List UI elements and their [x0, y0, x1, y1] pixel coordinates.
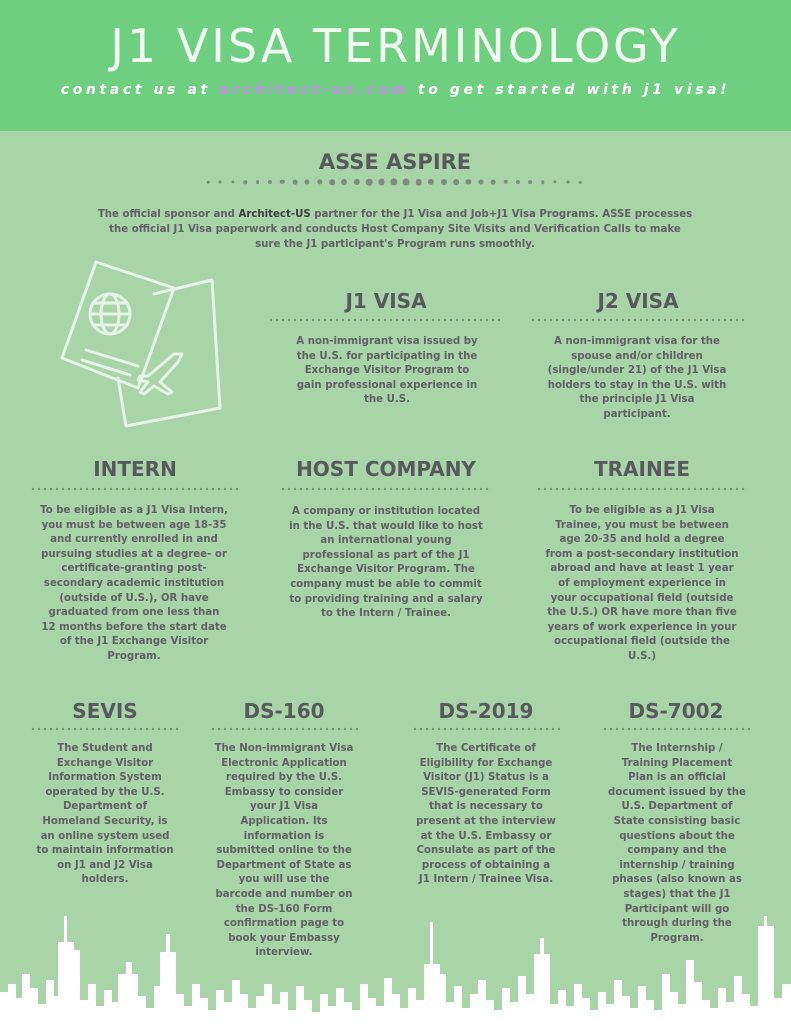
divider-dot [503, 180, 507, 184]
intern-text: To be eligible as a J1 Visa Intern, you must be between age 18-35 and currently enrolled in and pursuing studies at a degree- or certificate-granting post-secondary academic institution (outside of U.S.), OR have graduated from one less than 12 months before the start date of the J1 Exchange Visitor Program. [40, 505, 228, 662]
subtitle-suffix: to get started with j1 visa! [409, 82, 731, 98]
asse-text: The official sponsor and Architect-US partner for the J1 Visa and Job+J1 Visa Programs. ASSE processes the official J1 Visa paperwork and conducts Host Company Site Visits and Verification Calls to make sure the J1 participant's Program runs smoothly. [97, 209, 693, 250]
divider-dot [528, 180, 532, 184]
divider-dot [366, 179, 373, 186]
j1-text: A non-immigrant visa issued by the U.S. for participating in the Exchange Visitor Program to gain professional experience in the U.S. [296, 336, 478, 406]
ds160-title: DS-160 [243, 699, 325, 723]
sevis-text: The Student and Exchange Visitor Information System operated by the U.S. Department of Homeland Security, is an online system used to maintain information on J1 and J2 Visa holders. [36, 743, 174, 886]
divider-dot [292, 180, 297, 185]
divider-dot [207, 181, 210, 184]
website-link[interactable]: architect-us.com [219, 82, 410, 98]
divider-dot [390, 178, 397, 185]
divider-dot [243, 180, 247, 184]
asse-title: ASSE ASPIRE [318, 150, 472, 174]
divider-dot [579, 181, 582, 184]
divider-dot [453, 179, 459, 185]
divider-dot [428, 179, 434, 185]
ds160-divider [210, 727, 358, 731]
passport-airplane-icon [48, 258, 228, 430]
host-company-text: A company or institution located in the U.S. that would like to host an international young professional as part of the J1 Exchange Visitor Program. The company must be able to commit to providing training and a salary to the Intern / Trainee. [289, 506, 483, 620]
city-skyline-icon [0, 914, 791, 1024]
trainee-text: To be eligible as a J1 Visa Trainee, you must be between age 20-35 and hold a degree from a post-secondary institution abroad and have at least 1 year of employment experience in your occupational field (outside the U.S.) OR have more than five years of work experience in your occupational field (outside the U.S.) [545, 505, 739, 662]
header-subtitle [0, 82, 791, 98]
ds160-text: The Non-immigrant Visa Electronic Application required by the U.S. Embassy to consider your J1 Visa Application. Its information is submitted online to the Department of State as you will use the barcode and number on the DS-160 Form confirmation page to book your Embassy interview. [214, 743, 354, 959]
divider-dot [280, 180, 284, 184]
page-title: J1 VISA TERMINOLOGY [110, 19, 681, 73]
asse-text-bold: Architect-US [238, 209, 311, 220]
divider-dot [541, 180, 545, 184]
ds7002-title: DS-7002 [628, 699, 724, 723]
trainee-divider [536, 487, 748, 491]
subtitle-prefix: contact us at [60, 82, 220, 98]
j2-divider [530, 318, 746, 322]
divider-dot [416, 179, 423, 186]
divider-dot [491, 180, 496, 185]
divider-dot [554, 180, 557, 183]
trainee-title: TRAINEE [593, 457, 691, 481]
ds2019-divider [412, 727, 560, 731]
ds7002-text: The Internship / Training Placement Plan is an official document issued by the U.S. Department of State consisting basic questions about the company and the internship / training phases (also known as stages) that the J1 Participant will go through during the Program. [608, 743, 746, 944]
divider-dot [354, 179, 360, 185]
divider-dot [231, 180, 234, 183]
divider-dot [378, 179, 385, 186]
intern-title: INTERN [93, 457, 177, 481]
sevis-divider [30, 727, 180, 731]
j2-title: J2 VISA [597, 289, 679, 313]
host-company-title: HOST COMPANY [296, 457, 476, 481]
ds7002-divider [602, 727, 750, 731]
divider-dot [516, 180, 520, 184]
divider-dot [317, 179, 322, 184]
host-company-divider [280, 487, 492, 491]
divider-dot [305, 179, 310, 184]
j1-title: J1 VISA [345, 289, 427, 313]
divider-dot [268, 180, 272, 184]
divider-dot [478, 179, 483, 184]
sevis-title: SEVIS [72, 699, 138, 723]
j1-divider [268, 318, 504, 322]
ds2019-text: The Certificate of Eligibility for Exchange Visitor (J1) Status is a SEVIS-generated Form that is necessary to present at the interview at the U.S. Embassy or Consulate as part of the process of obtaining a J1 Intern / Trainee Visa. [416, 743, 556, 886]
divider-dot [441, 179, 447, 185]
divider-dot [566, 181, 569, 184]
j2-text: A non-immigrant visa for the spouse and/or children (single/under 21) of the J1 Visa holders to stay in the U.S. with the principle J1 Visa participant. [547, 336, 727, 420]
divider-dot [256, 180, 260, 184]
ds2019-title: DS-2019 [438, 699, 534, 723]
divider-dot [341, 179, 347, 185]
divider-dot [219, 181, 222, 184]
divider-dot [403, 179, 410, 186]
asse-divider [208, 177, 580, 187]
divider-dot [466, 179, 471, 184]
header-banner [0, 0, 791, 131]
divider-dot [329, 179, 335, 185]
intern-divider [30, 487, 240, 491]
